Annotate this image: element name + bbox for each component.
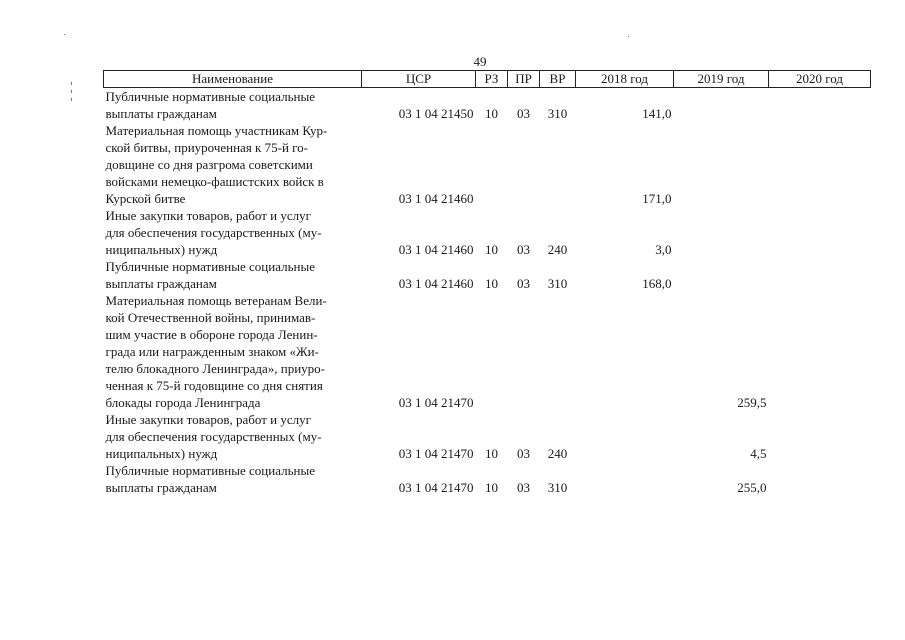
name-line: довщине со дня разгрома советскими	[105, 157, 313, 172]
name-line: выплаты гражданам	[105, 106, 217, 121]
col-header-2020: 2020 год	[769, 71, 871, 88]
cell-2020	[769, 122, 871, 207]
cell-csr: 03 1 04 21460	[398, 242, 474, 257]
cell-2019	[674, 258, 769, 292]
name-line: для обеспечения государственных (му-	[105, 429, 322, 444]
col-header-2019: 2019 год	[674, 71, 769, 88]
cell-csr: 03 1 04 21470	[398, 446, 474, 461]
cell-2020	[769, 88, 871, 123]
col-header-pr: ПР	[508, 71, 540, 88]
cell-pr: 03	[517, 276, 530, 291]
table-row	[104, 122, 871, 207]
cell-vr	[540, 292, 576, 411]
cell-2019: 4,5	[750, 446, 767, 461]
col-header-csr: ЦСР	[362, 71, 476, 88]
scan-speck	[64, 34, 65, 35]
cell-2018	[576, 411, 674, 462]
name-line: Иные закупки товаров, работ и услуг	[105, 412, 311, 427]
cell-pr: 03	[517, 106, 530, 121]
cell-rz: 10	[485, 446, 498, 461]
cell-2020	[769, 207, 871, 258]
cell-csr: 03 1 04 21470	[398, 395, 474, 410]
name-line: Иные закупки товаров, работ и услуг	[105, 208, 311, 223]
budget-table	[103, 70, 871, 496]
name-line: блокады города Ленинграда	[105, 395, 261, 410]
cell-csr: 03 1 04 21470	[398, 480, 474, 495]
cell-2019: 255,0	[737, 480, 767, 495]
name-line: войсками немецко-фашистских войск в	[105, 174, 324, 189]
cell-2020	[769, 292, 871, 411]
name-line: ниципальных) нужд	[105, 242, 218, 257]
col-header-2018: 2018 год	[576, 71, 674, 88]
col-header-vr: ВР	[540, 71, 576, 88]
table-header	[104, 71, 871, 88]
cell-2020	[769, 411, 871, 462]
cell-2019	[674, 122, 769, 207]
cell-2018	[576, 292, 674, 411]
cell-vr	[540, 122, 576, 207]
cell-2019	[674, 88, 769, 123]
cell-2018	[576, 462, 674, 496]
col-header-rz: РЗ	[476, 71, 508, 88]
table-body	[104, 88, 871, 497]
name-line: выплаты гражданам	[105, 276, 217, 291]
cell-2019: 259,5	[737, 395, 767, 410]
cell-vr: 240	[547, 446, 568, 461]
page-number: 49	[473, 54, 487, 69]
header-row	[104, 71, 871, 88]
cell-name	[104, 411, 362, 462]
scan-speck	[71, 98, 72, 101]
cell-2018: 141,0	[642, 106, 672, 121]
cell-pr	[508, 122, 540, 207]
name-line: Курской битве	[105, 191, 186, 206]
table-row	[104, 258, 871, 292]
name-line: Материальная помощь участникам Кур-	[105, 123, 328, 138]
cell-pr: 03	[517, 446, 530, 461]
name-line: Материальная помощь ветеранам Вели-	[105, 293, 327, 308]
name-line: телю блокадного Ленинграда», приуро-	[105, 361, 325, 376]
cell-pr: 03	[517, 480, 530, 495]
cell-rz: 10	[485, 106, 498, 121]
cell-csr: 03 1 04 21450	[398, 106, 474, 121]
scan-speck	[71, 90, 72, 93]
cell-rz: 10	[485, 242, 498, 257]
name-line: шим участие в обороне города Ленин-	[105, 327, 318, 342]
cell-vr: 310	[547, 480, 568, 495]
cell-2019	[674, 207, 769, 258]
table-row	[104, 207, 871, 258]
cell-name	[104, 88, 362, 123]
cell-pr	[508, 292, 540, 411]
cell-rz: 10	[485, 480, 498, 495]
name-line: Публичные нормативные социальные	[105, 89, 315, 104]
cell-name	[104, 207, 362, 258]
name-line: кой Отечественной войны, принимав-	[105, 310, 316, 325]
cell-name	[104, 258, 362, 292]
cell-vr: 310	[547, 106, 568, 121]
cell-name	[104, 462, 362, 496]
table-row	[104, 292, 871, 411]
name-line: ниципальных) нужд	[105, 446, 218, 461]
cell-csr: 03 1 04 21460	[398, 191, 474, 206]
name-line: выплаты гражданам	[105, 480, 217, 495]
scan-speck	[628, 36, 629, 37]
cell-rz: 10	[485, 276, 498, 291]
cell-vr: 240	[547, 242, 568, 257]
cell-2020	[769, 462, 871, 496]
name-line: ской битвы, приуроченная к 75-й го-	[105, 140, 308, 155]
table-row	[104, 411, 871, 462]
name-line: ченная к 75-й годовщине со дня снятия	[105, 378, 323, 393]
name-line: Публичные нормативные социальные	[105, 259, 315, 274]
cell-pr: 03	[517, 242, 530, 257]
scan-speck	[71, 82, 72, 85]
cell-name	[104, 122, 362, 207]
cell-rz	[476, 292, 508, 411]
cell-name	[104, 292, 362, 411]
cell-2018: 171,0	[642, 191, 672, 206]
cell-rz	[476, 122, 508, 207]
cell-vr: 310	[547, 276, 568, 291]
cell-2018: 168,0	[642, 276, 672, 291]
name-line: Публичные нормативные социальные	[105, 463, 315, 478]
table-row	[104, 462, 871, 496]
name-line: града или награжденным знаком «Жи-	[105, 344, 319, 359]
table-row	[104, 88, 871, 123]
cell-2020	[769, 258, 871, 292]
col-header-name: Наименование	[104, 71, 362, 88]
name-line: для обеспечения государственных (му-	[105, 225, 322, 240]
cell-csr: 03 1 04 21460	[398, 276, 474, 291]
cell-2018: 3,0	[655, 242, 672, 257]
